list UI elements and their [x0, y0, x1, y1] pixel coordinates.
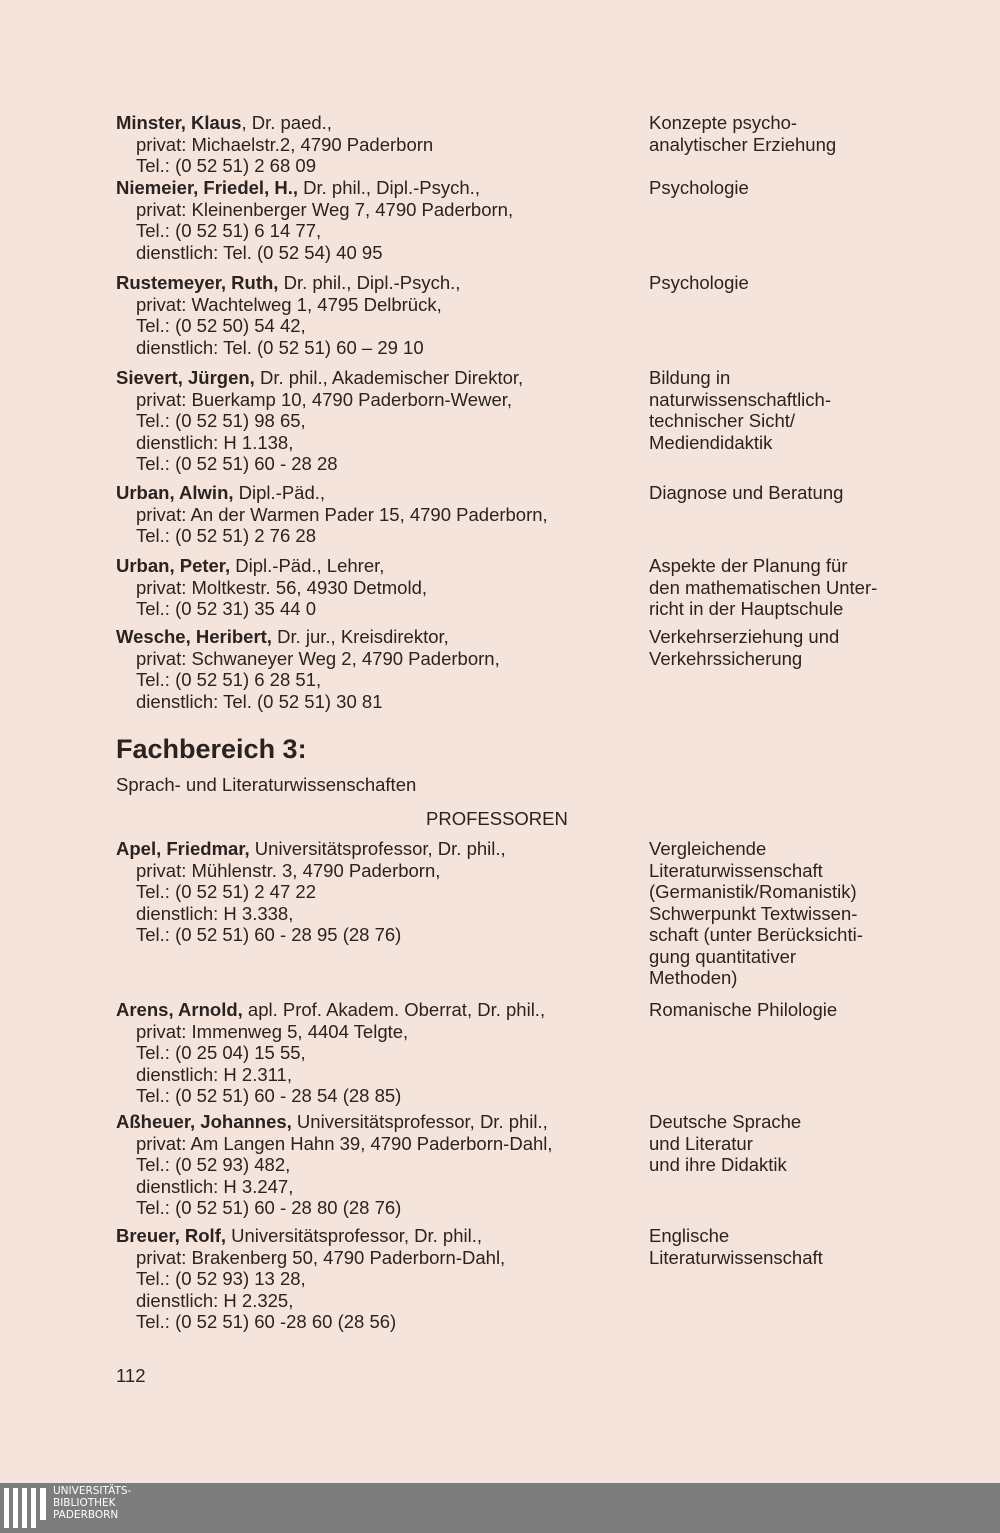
contact-line: Tel.: (0 52 51) 2 68 09 — [136, 155, 316, 176]
entry-heading — [116, 112, 636, 134]
subject-area — [649, 626, 949, 669]
subject-line: richt in der Hauptschule — [649, 598, 844, 619]
subject-line: (Germanistik/Romanistik) — [649, 881, 857, 902]
person-title: apl. Prof. Akadem. Oberrat, Dr. phil., — [242, 999, 546, 1020]
subject-line: Vergleichende — [649, 838, 767, 859]
person-name: Niemeier, Friedel, H., — [116, 177, 298, 198]
subject-area — [649, 555, 949, 620]
subject-line: Schwerpunkt Textwissen- — [649, 902, 858, 924]
subject-line: Methoden) — [649, 967, 738, 988]
entry-heading — [116, 999, 636, 1021]
subject-area — [649, 112, 949, 155]
contact-line: privat: An der Warmen Pader 15, 4790 Paderborn, — [136, 503, 548, 525]
subject-area — [649, 1111, 949, 1176]
contact-line: privat: Michaelstr.2, 4790 Paderborn — [136, 133, 434, 155]
subject-area — [649, 272, 949, 294]
directory-entry — [116, 272, 636, 358]
directory-entry — [116, 1225, 636, 1333]
directory-entry — [116, 999, 636, 1107]
subject-area — [649, 1225, 949, 1268]
subject-line: Verkehrssicherung — [649, 647, 803, 669]
entry-heading — [116, 367, 636, 389]
subject-line: Aspekte der Planung für — [649, 555, 848, 576]
subject-line: Konzepte psycho- — [649, 112, 798, 133]
subject-line: Literaturwissenschaft — [649, 1246, 823, 1268]
subject-line: den mathematischen Unter- — [649, 576, 878, 598]
person-title: Dr. phil., Dipl.-Psych., — [278, 272, 461, 293]
contact-line: dienstlich: Tel. (0 52 51) 30 81 — [136, 690, 383, 712]
directory-entry — [116, 838, 636, 946]
section-title: Fachbereich 3: — [116, 734, 307, 764]
person-name: Wesche, Heribert, — [116, 626, 272, 647]
subject-line: Deutsche Sprache — [649, 1111, 802, 1132]
person-title: Dr. phil., Dipl.-Psych., — [298, 177, 480, 198]
contact-line: Tel.: (0 52 93) 13 28, — [136, 1268, 306, 1289]
contact-line: dienstlich: H 3.338, — [136, 902, 294, 924]
person-name: Sievert, Jürgen, — [116, 367, 255, 388]
person-name: Urban, Alwin, — [116, 482, 234, 503]
person-name: Arens, Arnold, — [116, 999, 243, 1020]
contact-line: privat: Mühlenstr. 3, 4790 Paderborn, — [136, 859, 441, 881]
subject-line: Diagnose und Beratung — [649, 482, 844, 503]
subject-line: schaft (unter Berücksichti- — [649, 924, 863, 945]
library-footer — [0, 1483, 1000, 1533]
entry-heading — [116, 555, 636, 577]
subject-line: und Literatur — [649, 1132, 753, 1154]
contact-line: Tel.: (0 52 51) 98 65, — [136, 410, 306, 431]
subject-line: und ihre Didaktik — [649, 1154, 787, 1175]
subject-line: Psychologie — [649, 177, 749, 198]
contact-line: Tel.: (0 52 51) 60 - 28 80 (28 76) — [136, 1197, 402, 1218]
contact-line: Tel.: (0 52 51) 60 - 28 54 (28 85) — [136, 1085, 402, 1106]
contact-line: dienstlich: H 1.138, — [136, 431, 294, 453]
person-title: Dr. phil., Akademischer Direktor, — [254, 367, 524, 388]
person-title: Dipl.-Päd., — [233, 482, 326, 503]
contact-line: dienstlich: Tel. (0 52 54) 40 95 — [136, 241, 383, 263]
subject-line: Literaturwissenschaft — [649, 859, 823, 881]
subject-line: naturwissenschaftlich- — [649, 388, 831, 410]
entry-heading — [116, 626, 636, 648]
subject-area — [649, 999, 949, 1021]
subject-line: Mediendidaktik — [649, 431, 773, 453]
person-title: , Dr. paed., — [241, 112, 332, 133]
contact-line: Tel.: (0 52 93) 482, — [136, 1154, 291, 1175]
entry-heading — [116, 1225, 636, 1247]
contact-line: Tel.: (0 52 50) 54 42, — [136, 315, 306, 336]
contact-line: Tel.: (0 52 31) 35 44 0 — [136, 598, 316, 619]
person-name: Aßheuer, Johannes, — [116, 1111, 292, 1132]
subject-area — [649, 367, 949, 453]
subject-line: Bildung in — [649, 367, 731, 388]
subject-line: technischer Sicht/ — [649, 410, 796, 431]
entry-heading — [116, 482, 636, 504]
contact-line: privat: Wachtelweg 1, 4795 Delbrück, — [136, 293, 442, 315]
subject-line: Verkehrserziehung und — [649, 626, 840, 647]
contact-line: Tel.: (0 52 51) 60 - 28 95 (28 76) — [136, 924, 402, 945]
entry-heading — [116, 177, 636, 199]
entry-heading — [116, 838, 636, 860]
subject-area — [649, 838, 949, 989]
person-name: Minster, Klaus — [116, 112, 242, 133]
contact-line: dienstlich: H 2.311, — [136, 1063, 292, 1085]
group-heading: PROFESSOREN — [426, 808, 568, 829]
contact-line: privat: Buerkamp 10, 4790 Paderborn-Wewer, — [136, 388, 513, 410]
contact-line: Tel.: (0 52 51) 2 76 28 — [136, 525, 316, 546]
person-name: Urban, Peter, — [116, 555, 231, 576]
person-title: Dr. jur., Kreisdirektor, — [271, 626, 449, 647]
contact-line: dienstlich: H 3.247, — [136, 1175, 294, 1197]
contact-line: privat: Am Langen Hahn 39, 4790 Paderborn-Dahl, — [136, 1132, 553, 1154]
contact-line: privat: Schwaneyer Weg 2, 4790 Paderborn, — [136, 647, 500, 669]
subject-area — [649, 482, 949, 504]
directory-entry — [116, 112, 636, 177]
person-name: Apel, Friedmar, — [116, 838, 250, 859]
person-title: Universitätsprofessor, Dr. phil., — [291, 1111, 548, 1132]
library-logo-text: UNIVERSITÄTS- BIBLIOTHEK PADERBORN — [53, 1485, 132, 1521]
contact-line: Tel.: (0 52 51) 60 -28 60 (28 56) — [136, 1311, 397, 1332]
contact-line: dienstlich: H 2.325, — [136, 1289, 294, 1311]
person-title: Dipl.-Päd., Lehrer, — [230, 555, 385, 576]
directory-entry — [116, 177, 636, 263]
directory-entry — [116, 367, 636, 475]
contact-line: dienstlich: Tel. (0 52 51) 60 – 29 10 — [136, 336, 424, 358]
subject-line: analytischer Erziehung — [649, 133, 837, 155]
contact-line: privat: Brakenberg 50, 4790 Paderborn-Dahl, — [136, 1246, 506, 1268]
contact-line: Tel.: (0 52 51) 6 14 77, — [136, 220, 322, 241]
directory-entry — [116, 482, 636, 547]
contact-line: Tel.: (0 52 51) 2 47 22 — [136, 881, 316, 902]
subject-line: Romanische Philologie — [649, 999, 838, 1020]
person-name: Rustemeyer, Ruth, — [116, 272, 279, 293]
section-subtitle: Sprach- und Literaturwissenschaften — [116, 774, 417, 795]
person-title: Universitätsprofessor, Dr. phil., — [249, 838, 506, 859]
subject-line: gung quantitativer — [649, 945, 797, 967]
page-number: 112 — [116, 1365, 146, 1386]
entry-heading — [116, 272, 636, 294]
subject-line: Psychologie — [649, 272, 749, 293]
contact-line: privat: Immenweg 5, 4404 Telgte, — [136, 1020, 409, 1042]
subject-area — [649, 177, 949, 199]
contact-line: Tel.: (0 52 51) 6 28 51, — [136, 669, 322, 690]
subject-line: Englische — [649, 1225, 730, 1246]
directory-entry — [116, 1111, 636, 1219]
contact-line: privat: Kleinenberger Weg 7, 4790 Paderborn, — [136, 198, 514, 220]
person-title: Universitätsprofessor, Dr. phil., — [226, 1225, 483, 1246]
contact-line: Tel.: (0 52 51) 60 - 28 28 — [136, 453, 338, 474]
directory-entry — [116, 555, 636, 620]
contact-line: privat: Moltkestr. 56, 4930 Detmold, — [136, 576, 427, 598]
contact-line: Tel.: (0 25 04) 15 55, — [136, 1042, 306, 1063]
entry-heading — [116, 1111, 636, 1133]
directory-entry — [116, 626, 636, 712]
person-name: Breuer, Rolf, — [116, 1225, 226, 1246]
